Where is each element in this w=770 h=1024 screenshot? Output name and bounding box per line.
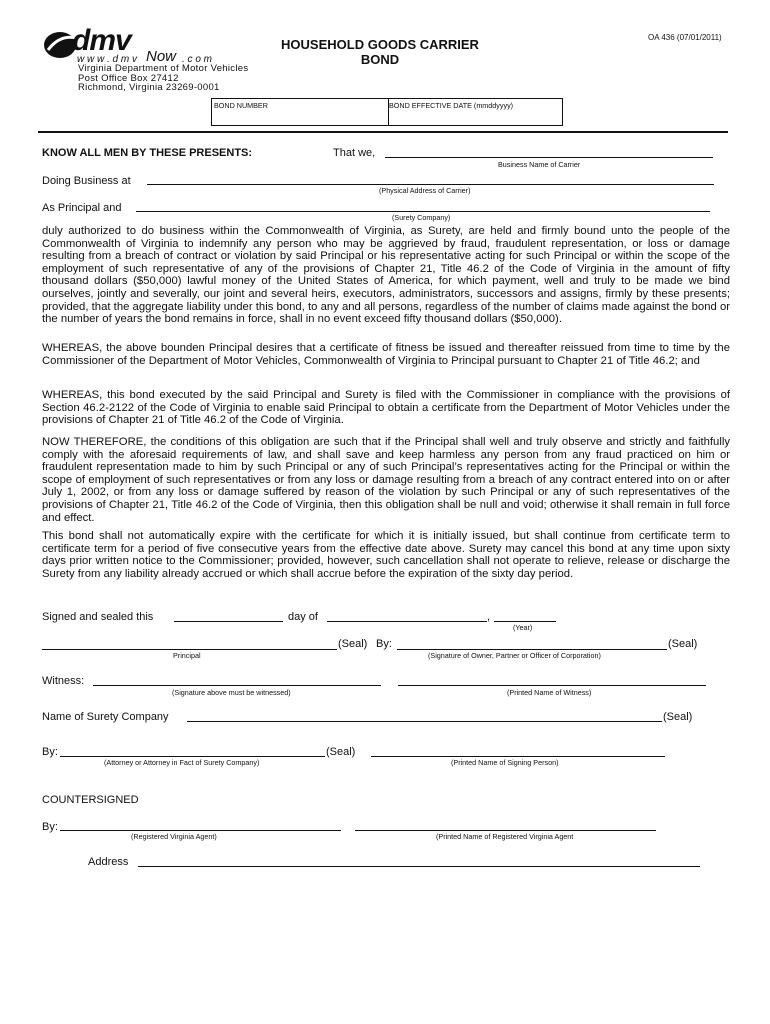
signing-person-line[interactable]	[371, 756, 665, 757]
surety-name-line[interactable]	[187, 721, 662, 722]
physical-address-caption: (Physical Address of Carrier)	[379, 186, 471, 195]
agency-name: Virginia Department of Motor Vehicles	[78, 63, 249, 74]
physical-address-line[interactable]	[147, 184, 714, 185]
agency-city: Richmond, Virginia 23269-0001	[78, 82, 220, 93]
signed-day-line[interactable]	[174, 621, 283, 622]
header-divider	[38, 131, 728, 133]
attorney-signature-line[interactable]	[60, 756, 325, 757]
logo-com: . c o m	[182, 54, 213, 65]
paragraph-obligation: duly authorized to do business within the Commonwealth of Virginia, as Surety, are held and firmly bound unto the people of the Commonwealth of Virginia to indemnify any person who may be aggrieved by fraud, fraudulent representation, or loss or damage resulting from a breach of contract or violation by said Principal or his representative acting for such Principal or within the scope of the employment of such representative of any of the provisions of Chapter 21, Title 46.2 of the Code of Virginia in the amount of fifty thousand dollars ($50,000) lawful money of the United States of America, for which payment, well and truly to be made we bind ourselves, jointly and severally, our joint and several heirs, executors, administrators, successors and assigns, firmly by these presents; provided, that the aggregate liability under this bond, to any and all persons, regardless of the number of claims made against the bond or the number of years the bond remains in force, shall in no event exceed fifty thousand dollars ($50,000).	[42, 225, 730, 326]
paragraph-whereas-1: WHEREAS, the above bounden Principal desires that a certificate of fitness be issued and thereafter reissued from time to time by the Commissioner of the Department of Motor Vehicles, Commonwealth of Virginia to Principal pursuant to Chapter 21 of Title 46.2; and	[42, 342, 730, 367]
owner-signature-caption: (Signature of Owner, Partner or Officer of Corporation)	[428, 651, 601, 660]
principal-signature-line[interactable]	[42, 649, 337, 650]
printed-witness-caption: (Printed Name of Witness)	[507, 688, 592, 697]
signed-month-line[interactable]	[327, 621, 487, 622]
agency-address	[78, 64, 248, 93]
attorney-caption: (Attorney or Attorney in Fact of Surety Company)	[104, 758, 260, 767]
registered-agent-caption: (Registered Virginia Agent)	[131, 832, 217, 841]
surety-name-label: Name of Surety Company	[42, 711, 169, 723]
bond-number-field[interactable]	[211, 98, 389, 126]
principal-caption: Principal	[173, 651, 201, 660]
as-principal-label: As Principal and	[42, 202, 122, 214]
witness-signature-line[interactable]	[93, 685, 381, 686]
title-line2: BOND	[360, 52, 400, 67]
doing-business-label: Doing Business at	[42, 175, 131, 187]
address-label: Address	[88, 856, 129, 868]
paragraph-now-therefore: NOW THEREFORE, the conditions of this obligation are such that if the Principal shall well and truly observe and strictly and faithfully comply with the aforesaid requirements of law, and shall save and keep harmless any person from any fraud practiced on him or fraudulent representation made to him by such Principal or any of such Principal’s representatives acting for the Principal or within the scope of employment of such representatives or from any loss or damage resulting from a breach of any contract entered into on or after July 1, 2002, or from any loss or damage suffered by reason of the violation by such Principal or any of such representatives of the provisions of Chapter 21, Title 46.2 of the Code of Virginia, then this obligation shall be null and void; otherwise it shall remain in full force and effect.	[42, 436, 730, 524]
surety-company-line[interactable]	[136, 211, 710, 212]
page-title	[250, 37, 510, 67]
principal-seal: (Seal)	[338, 638, 368, 650]
countersign-by-label: By:	[42, 821, 58, 833]
attorney-by-label: By:	[42, 746, 58, 758]
know-all-men: KNOW ALL MEN BY THESE PRESENTS:	[42, 147, 253, 159]
that-we-label: That we,	[333, 147, 376, 159]
agent-printed-line[interactable]	[355, 830, 656, 831]
logo-text: dmv	[72, 24, 131, 57]
paragraph-cancellation: This bond shall not automatically expire with the certificate for which it is initially issued, but shall continue from certificate term to certificate term for a period of five consecutive years from the effective date above. Surety may cancel this bond at any time upon sixty days prior written notice to the Commissioner; provided, however, such cancellation shall not operate to relieve, release or discharge the Surety from any liability already accrued or which shall accrue before the expiration of the sixty day period.	[42, 530, 730, 580]
printed-signing-caption: (Printed Name of Signing Person)	[451, 758, 559, 767]
logo-now: Now	[146, 48, 177, 65]
countersigned-label: COUNTERSIGNED	[42, 794, 139, 806]
printed-agent-caption: (Printed Name of Registered Virginia Agent	[436, 832, 574, 841]
dmv-logo	[42, 24, 213, 68]
owner-signature-line[interactable]	[397, 649, 667, 650]
business-name-caption: Business Name of Carrier	[498, 160, 581, 169]
surety-seal: (Seal)	[663, 711, 693, 723]
bond-effective-date-field[interactable]	[387, 98, 563, 126]
paragraph-whereas-2: WHEREAS, this bond executed by the said Principal and Surety is filed with the Commissioner in compliance with the provisions of Section 46.2-2122 of the Code of Virginia to enable said Principal to obtain a certificate from the Department of Motor Vehicles under the provisions of Chapter 21 of Title 46.2 of the Code of Virginia.	[42, 389, 730, 427]
agent-signature-line[interactable]	[60, 830, 341, 831]
address-line[interactable]	[138, 866, 700, 867]
bond-effective-date-label: BOND EFFECTIVE DATE (mmddyyyy)	[389, 101, 514, 110]
bond-number-label: BOND NUMBER	[214, 101, 268, 110]
year-caption: (Year)	[513, 623, 533, 632]
day-of-label: day of	[288, 611, 318, 623]
principal-by-label: By:	[376, 638, 392, 650]
signed-sealed-label: Signed and sealed this	[42, 611, 154, 623]
agency-po-box: Post Office Box 27412	[78, 72, 179, 84]
surety-company-caption: (Surety Company)	[392, 213, 451, 222]
title-line1: HOUSEHOLD GOODS CARRIER	[281, 37, 479, 52]
logo-url: w w w . d m v	[77, 54, 138, 65]
owner-seal: (Seal)	[668, 638, 698, 650]
witness-printed-line[interactable]	[398, 685, 706, 686]
date-comma: ,	[487, 611, 491, 623]
witness-caption: (Signature above must be witnessed)	[172, 688, 291, 697]
attorney-seal: (Seal)	[326, 746, 356, 758]
witness-label: Witness:	[42, 675, 85, 687]
business-name-line[interactable]	[385, 157, 713, 158]
form-number: OA 436 (07/01/2011)	[648, 33, 722, 42]
signed-year-line[interactable]	[494, 621, 556, 622]
